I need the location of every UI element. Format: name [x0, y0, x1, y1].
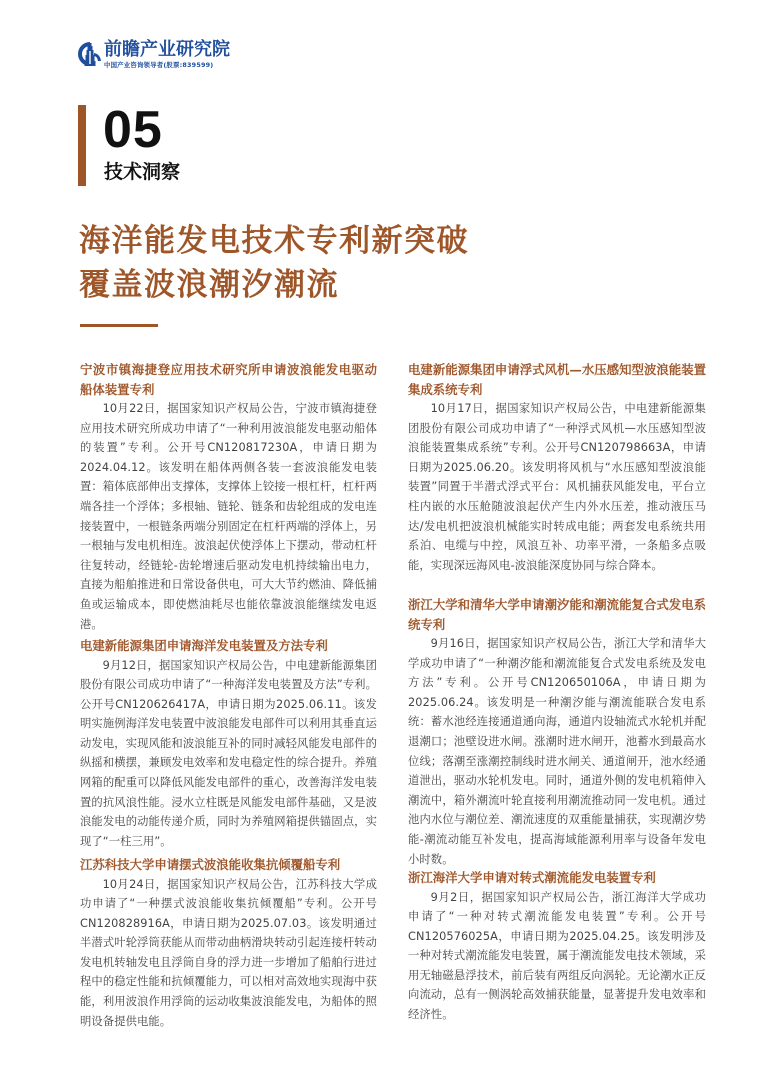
- article-heading: 电建新能源集团申请浮式风机—水压感知型波浪能装置集成系统专利: [408, 362, 706, 397]
- article-heading: 江苏科技大学申请摆式波浪能收集抗倾覆船专利: [80, 857, 341, 872]
- title-underline: [80, 324, 158, 327]
- article-jiangsu-pendulum-ship: [80, 855, 377, 1031]
- section-number: 05: [103, 101, 163, 159]
- brand-logo: [78, 38, 238, 72]
- tower-logo-icon: [78, 41, 102, 67]
- page-title-line-2: 覆盖波浪潮汐潮流: [79, 267, 339, 303]
- article-body: 10月24日，据国家知识产权局公告，江苏科技大学成功申请了“一种摆式波浪能收集抗倾覆船”专利。公开号CN120828916A，申请日期为2025.07.03。该发明通过半潜式叶轮浮筒获能从而带动曲柄滑块转动引起连接杆转动发电机转轴发电且浮筒自身的浮力进一步增加了船舶行进过程中的稳定性能和抗倾覆能力，可以相对高效地实现海中获能，利用波浪作用浮筒的运动收集波浪能发电，为船体的照明设备提供电能。: [80, 877, 377, 1028]
- article-ningbo-wave-ship: [80, 360, 377, 634]
- article-body: 10月17日，据国家知识产权局公告，中电建新能源集团股份有限公司成功申请了“一种浮式风机—水压感知型波浪能装置集成系统”专利。公开号CN120798663A，申请日期为2025.06.20。该发明将风机与“水压感知型波浪能装置”同置于半潜式浮式平台：风机捕获风能发电，平台立柱内嵌的水压舱随波浪起伏产生内外水压差，推动液压马达/发电机把波浪机械能实时转成电能；两套发电系统共用系泊、电缆与中控，风浪互补、功率平滑，一条船多点吸能，实现深远海风电-波浪能深度协同与综合降本。: [408, 402, 706, 572]
- article-body: 10月22日，据国家知识产权局公告，宁波市镇海捷登应用技术研究所成功申请了“一种利用波浪能发电驱动船体的装置”专利。公开号CN120817230A，申请日期为2024.04.12。该发明在船体两侧各装一套波浪能发电装置：箱体底部伸出支撑体，支撑体上铰接一根杠杆，杠杆两端各挂一个浮体；多根轴、链轮、链条和齿轮组成的发电连接装置中，一根链条两端分别固定在杠杆两端的浮体上，另一根轴与发电机相连。波浪起伏使浮体上下摆动，带动杠杆往复转动，经链轮-齿轮增速后驱动发电机持续输出电力，直接为船舶推进和日常设备供电，可大大节约燃油、降低捕鱼或运输成本，即使燃油耗尽也能依靠波浪能继续发电返港。: [80, 402, 377, 631]
- logo-name: 前瞻产业研究院: [104, 39, 230, 60]
- article-powerchina-floating-wind: [408, 360, 706, 575]
- article-heading: 浙江海洋大学申请对转式潮流能发电装置专利: [408, 870, 656, 885]
- article-heading: 宁波市镇海捷登应用技术研究所申请波浪能发电驱动船体装置专利: [80, 362, 377, 397]
- section-accent-bar: [78, 105, 86, 186]
- article-heading: 浙江大学和清华大学申请潮汐能和潮流能复合式发电系统专利: [408, 597, 706, 632]
- page-title-line-1: 海洋能发电技术专利新突破: [79, 223, 469, 259]
- article-body: 9月16日，据国家知识产权局公告，浙江大学和清华大学成功申请了“一种潮汐能和潮流能复合式发电系统及发电方法”专利。公开号CN120650106A，申请日期为2025.06.24。该发明是一种潮汐能与潮流能联合发电系统：蓄水池经连接通道通向海，通道内设轴流式水轮机并配退潮口；池壁设进水闸。涨潮时进水闸开，池蓄水到最高水位线；落潮至涨潮控制线时进水闸关、通道闸开，池水经通道泄出，驱动水轮机发电。同时，通道外侧的发电机箱伸入潮流中，箱外潮流叶轮直接利用潮流推动同一发电机。通过池内水位与潮位差、潮流速度的双重能量捕获，实现潮汐势能-潮流动能互补发电，提高海域能源利用率与设备年发电小时数。: [408, 637, 706, 866]
- article-zjou-contra-rotating: [408, 868, 706, 1025]
- article-heading: 电建新能源集团申请海洋发电装置及方法专利: [80, 638, 328, 653]
- article-body: 9月12日，据国家知识产权局公告，中电建新能源集团股份有限公司成功申请了“一种海洋发电装置及方法”专利。公开号CN120626417A，申请日期为2025.06.11。该发明实施例海洋发电装置中波浪能发电部件可以利用其垂直运动发电，实现风能和波浪能互补的同时减轻风能发电部件的纵摇和横摆，兼顾发电效率和发电稳定性的综合提升。养殖网箱的配重可以降低风能发电部件的重心，改善海洋发电装置的抗风浪性能。浸水立柱既是风能发电部件基础，又是波浪能发电的动能传递介质，同时为养殖网箱提供锚固点，实现了“一柱三用”。: [80, 658, 377, 848]
- article-zju-thu-tidal-system: [408, 595, 706, 869]
- article-powerchina-ocean-device: [80, 636, 377, 851]
- logo-tagline: 中国产业咨询领导者(股票:839599): [104, 61, 214, 69]
- article-body: 9月2日，据国家知识产权局公告，浙江海洋大学成功申请了“一种对转式潮流能发电装置”专利。公开号CN120576025A，申请日期为2025.04.25。该发明涉及一种对转式潮流能发电装置，属于潮流能发电技术领域，采用无轴磁悬浮技术，前后装有两组反向涡轮。无论潮水正反向流动，总有一侧涡轮高效捕获能量，显著提升发电效率和经济性。: [408, 890, 706, 1022]
- page-title: [79, 219, 469, 307]
- section-label: 技术洞察: [104, 161, 181, 183]
